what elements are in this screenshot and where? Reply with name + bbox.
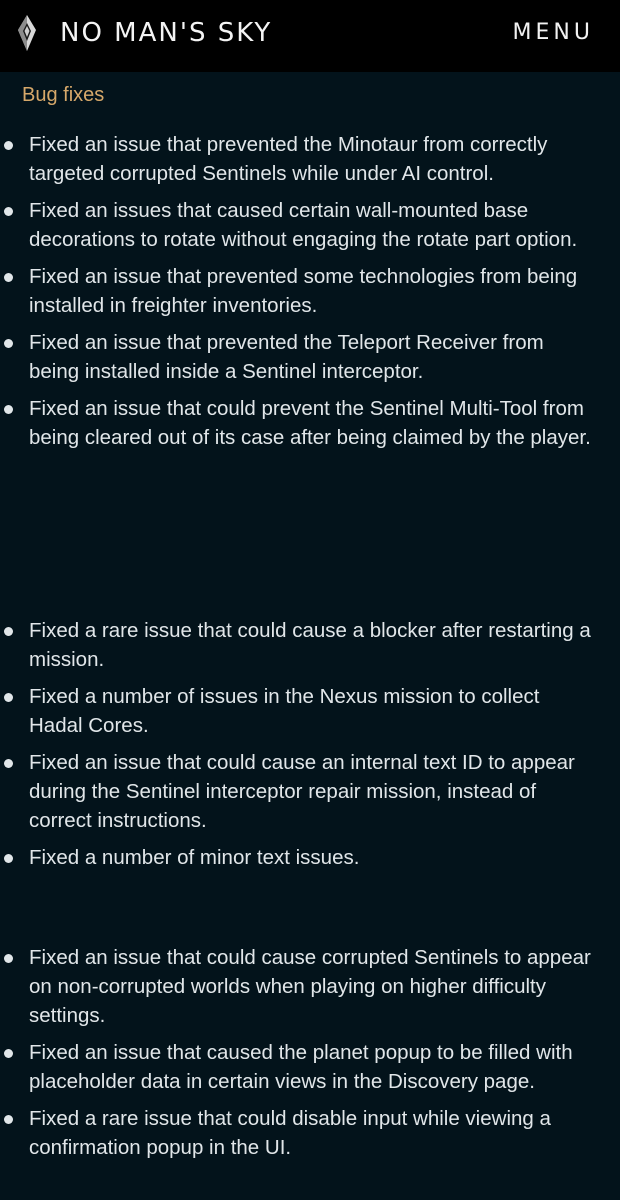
bullet-icon	[4, 693, 13, 702]
list-item-text: Fixed an issue that prevented the Teleport Receiver from being installed inside a Sentinel interceptor.	[29, 331, 544, 383]
list-item-text: Fixed an issue that caused the planet popup to be filled with placeholder data in certain views in the Discovery page.	[29, 1041, 573, 1093]
list-item-text: Fixed a number of minor text issues.	[29, 846, 360, 869]
bullet-icon	[4, 405, 13, 414]
list-item-text: Fixed an issue that prevented some technologies from being installed in freighter inventories.	[29, 265, 578, 317]
list-item-text: Fixed a number of issues in the Nexus mission to collect Hadal Cores.	[29, 685, 540, 737]
bullet-icon	[4, 141, 13, 150]
fix-list-group-2	[0, 616, 620, 880]
list-item	[0, 843, 620, 872]
menu-button[interactable]: MENU	[512, 20, 594, 45]
list-item	[0, 682, 620, 740]
bullet-icon	[4, 954, 13, 963]
fix-list-group-3	[0, 943, 620, 1170]
brand-title: NO MAN'S SKY	[60, 18, 273, 48]
list-item-text: Fixed a rare issue that could cause a blocker after restarting a mission.	[29, 619, 591, 671]
bullet-icon	[4, 207, 13, 216]
list-item-text: Fixed an issues that caused certain wall-mounted base decorations to rotate without engaging the rotate part option.	[29, 199, 578, 251]
list-item-text: Fixed an issue that could cause an internal text ID to appear during the Sentinel interceptor repair mission, instead of correct instructions.	[29, 751, 575, 832]
bullet-icon	[4, 854, 13, 863]
list-item	[0, 748, 620, 835]
list-item	[0, 196, 620, 254]
list-item	[0, 328, 620, 386]
list-item	[0, 943, 620, 1030]
bullet-icon	[4, 339, 13, 348]
list-item	[0, 1104, 620, 1162]
bullet-icon	[4, 1115, 13, 1124]
list-item	[0, 616, 620, 674]
bullet-icon	[4, 1049, 13, 1058]
list-item	[0, 394, 620, 452]
list-item	[0, 262, 620, 320]
bullet-icon	[4, 273, 13, 282]
list-item	[0, 1038, 620, 1096]
bullet-icon	[4, 759, 13, 768]
fix-list-group-1	[0, 130, 620, 460]
section-heading: Bug fixes	[22, 84, 105, 106]
bullet-icon	[4, 627, 13, 636]
list-item-text: Fixed an issue that could prevent the Sentinel Multi-Tool from being cleared out of its case after being claimed by the player.	[29, 397, 591, 449]
brand-link[interactable]	[16, 14, 272, 52]
list-item-text: Fixed an issue that prevented the Minotaur from correctly targeted corrupted Sentinels while under AI control.	[29, 133, 548, 185]
list-item-text: Fixed a rare issue that could disable input while viewing a confirmation popup in the UI.	[29, 1107, 551, 1159]
site-header	[0, 0, 620, 72]
list-item-text: Fixed an issue that could cause corrupted Sentinels to appear on non-corrupted worlds when playing on higher difficulty settings.	[29, 946, 591, 1027]
list-item	[0, 130, 620, 188]
atlas-diamond-icon	[16, 14, 38, 52]
